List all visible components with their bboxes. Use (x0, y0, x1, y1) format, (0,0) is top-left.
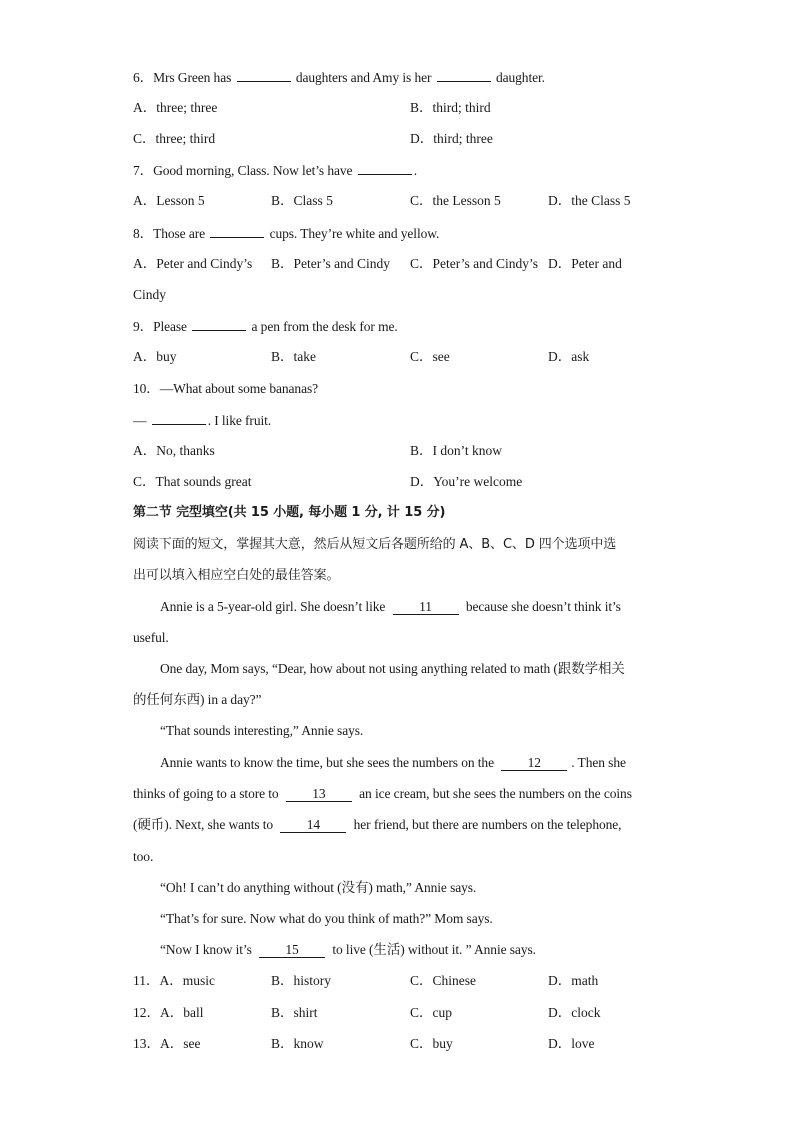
passage-text: Annie is a 5-year-old girl. She doesn’t like (160, 599, 386, 614)
blank-15: 15 (259, 942, 325, 958)
answer-blank (210, 224, 264, 238)
question-text: . I like fruit. (207, 413, 272, 428)
answer-blank (152, 411, 206, 425)
option-c: C．Chinese (410, 973, 476, 988)
passage-paragraph: “That’s for sure. Now what do you think of math?” Mom says. (160, 911, 493, 926)
question-10 (133, 380, 318, 398)
passage-text: 的任何东西) in a day?” (133, 692, 262, 707)
option-a: A．Peter and Cindy’s (133, 256, 253, 271)
question-text: —What about some bananas? (159, 381, 319, 396)
question-number: 6． (133, 70, 154, 85)
blank-11: 11 (393, 599, 459, 615)
answer-blank (358, 161, 412, 175)
section-instruction: 出可以填入相应空白处的最佳答案。 (133, 568, 340, 583)
option-c: C．three; third (133, 131, 216, 146)
blank-14: 14 (280, 817, 346, 833)
passage-text: too. (133, 849, 154, 864)
passage-paragraph: One day, Mom says, “Dear, how about not using anything related to math (跟数学相关 (160, 661, 625, 676)
question-number: 12． (133, 1005, 160, 1020)
question-text: Mrs Green has (153, 70, 232, 85)
option-b: B．shirt (271, 1005, 318, 1020)
question-number: 10． (133, 381, 160, 396)
passage-paragraph (160, 754, 626, 772)
question-8 (133, 224, 439, 243)
option-a: A．see (160, 1036, 201, 1051)
passage-text: to live (生活) without it. ” Annie says. (332, 942, 536, 957)
option-b: B．history (271, 973, 332, 988)
option-a: A．Lesson 5 (133, 193, 205, 208)
question-6 (133, 68, 545, 87)
answer-blank (192, 317, 246, 331)
passage-text: Annie wants to know the time, but she sees the numbers on the (160, 755, 494, 770)
passage-text: because she doesn’t think it’s (465, 599, 621, 614)
passage-text: “Now I know it’s (160, 942, 252, 957)
question-text: Those are (153, 226, 206, 241)
passage-paragraph (160, 598, 621, 616)
option-d: D．third; three (410, 131, 493, 146)
passage-text: her friend, but there are numbers on the telephone, (353, 817, 622, 832)
section-instruction: 阅读下面的短文，掌握其大意，然后从短文后各题所给的 A、B、C、D 四个选项中选 (133, 537, 617, 552)
option-b: B．Peter’s and Cindy (271, 256, 390, 271)
question-text: . (413, 163, 417, 178)
question-number: 8． (133, 226, 154, 241)
passage-text: thinks of going to a store to (133, 786, 279, 801)
option-c: C．the Lesson 5 (410, 193, 501, 208)
option-c: C．Peter’s and Cindy’s (410, 256, 538, 271)
question-text: — (133, 413, 147, 428)
section-title: 第二节 完型填空(共 15 小题, 每小题 1 分, 计 15 分) (133, 505, 446, 520)
answer-blank (437, 68, 491, 82)
option-b: B．I don’t know (410, 443, 503, 458)
option-b: B．third; third (410, 100, 491, 115)
question-text: Please (153, 319, 187, 334)
option-c: C．cup (410, 1005, 452, 1020)
answer-blank (237, 68, 291, 82)
question-number: 9． (133, 319, 154, 334)
option-a: A．buy (133, 349, 177, 364)
question-number: 13． (133, 1036, 160, 1051)
question-text: Good morning, Class. Now let’s have (153, 163, 353, 178)
blank-13: 13 (286, 786, 352, 802)
option-d: D．clock (548, 1005, 601, 1020)
option-d: D．Peter and (548, 256, 622, 271)
option-b: B．take (271, 349, 316, 364)
option-b: B．Class 5 (271, 193, 333, 208)
option-c: C．That sounds great (133, 474, 252, 489)
passage-paragraph: “Oh! I can’t do anything without (没有) math,” Annie says. (160, 880, 477, 895)
passage-paragraph (160, 941, 536, 959)
option-d-continued: Cindy (133, 287, 167, 302)
option-a: A．ball (160, 1005, 204, 1020)
question-text: daughter. (495, 70, 545, 85)
option-d: D．math (548, 973, 599, 988)
question-text: cups. They’re white and yellow. (269, 226, 440, 241)
question-9 (133, 317, 398, 336)
option-d: D．ask (548, 349, 590, 364)
passage-text: (硬币). Next, she wants to (133, 817, 274, 832)
passage-text: useful. (133, 630, 169, 645)
option-c: C．buy (410, 1036, 453, 1051)
option-a: A．No, thanks (133, 443, 215, 458)
passage-paragraph: “That sounds interesting,” Annie says. (160, 723, 364, 738)
question-text: a pen from the desk for me. (251, 319, 398, 334)
cloze-12 (133, 1004, 204, 1022)
question-7 (133, 161, 417, 180)
option-c: C．see (410, 349, 450, 364)
blank-12: 12 (501, 755, 567, 771)
question-number: 7． (133, 163, 154, 178)
passage-text (133, 816, 621, 834)
passage-text: an ice cream, but she sees the numbers on the coins (359, 786, 632, 801)
passage-text (133, 785, 632, 803)
option-a: A．music (159, 973, 215, 988)
cloze-11 (133, 972, 215, 990)
option-d: D．love (548, 1036, 595, 1051)
option-b: B．know (271, 1036, 324, 1051)
cloze-13 (133, 1035, 201, 1053)
option-a: A．three; three (133, 100, 218, 115)
question-number: 11． (133, 973, 160, 988)
option-d: D．You’re welcome (410, 474, 523, 489)
question-10-response (133, 411, 271, 430)
option-d: D．the Class 5 (548, 193, 631, 208)
passage-text: . Then she (571, 755, 626, 770)
question-text: daughters and Amy is her (295, 70, 432, 85)
